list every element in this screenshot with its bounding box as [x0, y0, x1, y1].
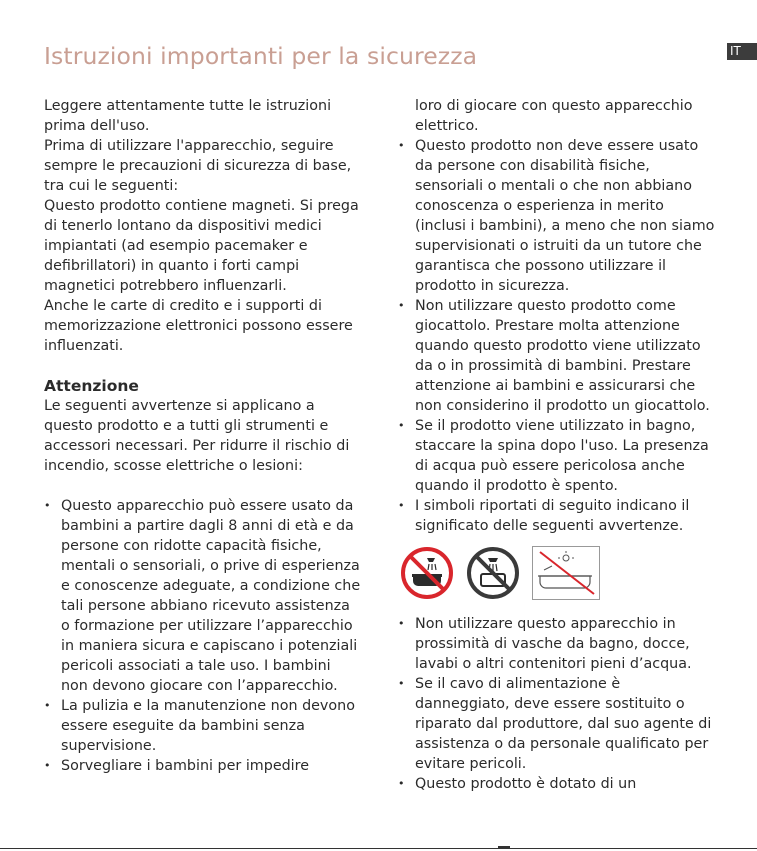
attention-heading: Attenzione — [44, 377, 139, 395]
attention-text: Le seguenti avvertenze si applicano a questo prodotto e a tutti gli strumenti e accessori necessari. Per ridurre il rischio di incendio, scosse elettriche o lesioni: — [44, 398, 350, 474]
list-item: • Non utilizzare questo prodotto come giocattolo. Prestare molta attenzione quando questo prodotto viene utilizzato da o in prossimità di bambini. Prestare attenzione ai bambini e assicurarsi che non considerino il prodotto un giocattolo. — [398, 298, 710, 414]
intro-paragraph: Anche le carte di credito e i supporti di memorizzazione elettronici possono essere influenzati. — [44, 298, 353, 354]
left-column — [44, 96, 362, 776]
list-item: • Questo prodotto non deve essere usato da persone con disabilità fisiche, sensoriali o mentali o che non abbiano conoscenza o esperienza in merito (inclusi i bambini), a meno che non siamo supervisionati o istruiti da un tutore che garantisca che possono utilizzare il prodotto in sicurezza. — [398, 138, 715, 294]
no-bathtub-shower-icon — [400, 546, 454, 600]
footer-rule — [0, 848, 757, 849]
list-item: • Non utilizzare questo apparecchio in prossimità di vasche da bagno, docce, lavabi o altri contenitori pieni d’acqua. — [398, 616, 692, 672]
intro-paragraph: Questo prodotto contiene magneti. Si prega di tenerlo lontano da dispositivi medici impiantati (ad esempio pacemaker e defibrillatori) in quanto i forti campi magnetici potrebbero influenzarli. — [44, 198, 359, 294]
left-bullet-list — [44, 496, 362, 776]
intro-paragraph: Prima di utilizzare l'apparecchio, seguire sempre le precauzioni di sicurezza di base, tra cui le seguenti: — [44, 138, 352, 194]
list-item: • La pulizia e la manutenzione non devono essere eseguite da bambini senza supervisione. — [44, 698, 355, 754]
list-item: • Questo prodotto è dotato di un — [398, 776, 637, 792]
footer-mark — [498, 846, 510, 849]
list-item: • Se il cavo di alimentazione è danneggiato, deve essere sostituito o riparato dal produttore, dal suo agente di assistenza o da personale qualificato per evitare pericoli. — [398, 676, 712, 772]
right-bullet-list-top — [398, 136, 718, 536]
warning-symbols — [400, 546, 718, 600]
list-item: • Se il prodotto viene utilizzato in bagno, staccare la spina dopo l'uso. La presenza di acqua può essere pericolosa anche quando il prodotto è spento. — [398, 418, 709, 494]
list-item: • I simboli riportati di seguito indicano il significato delle seguenti avvertenze. — [398, 498, 690, 534]
no-shower-sink-icon — [466, 546, 520, 600]
list-item: • Sorvegliare i bambini per impedire — [44, 758, 310, 774]
language-badge: IT — [727, 43, 757, 60]
right-column — [398, 96, 718, 794]
no-bathtub-appliance-icon — [532, 546, 600, 600]
list-item: • Questo apparecchio può essere usato da bambini a partire dagli 8 anni di età e da persone con ridotte capacità fisiche, mentali o sensoriali, o prive di esperienza e conoscenze adeguate, a condizione che tali persone abbiano ricevuto assistenza o formazione per utilizzare l’apparecchio in maniera sicura e capiscano i potenziali pericoli associati a tale uso. I bambini non devono giocare con l’apparecchio. — [44, 498, 361, 694]
continuation-text: loro di giocare con questo apparecchio elettrico. — [415, 98, 693, 134]
right-bullet-list-bottom — [398, 614, 718, 794]
intro-paragraph: Leggere attentamente tutte le istruzioni prima dell'uso. — [44, 98, 332, 134]
page-title: Istruzioni importanti per la sicurezza — [44, 42, 478, 70]
